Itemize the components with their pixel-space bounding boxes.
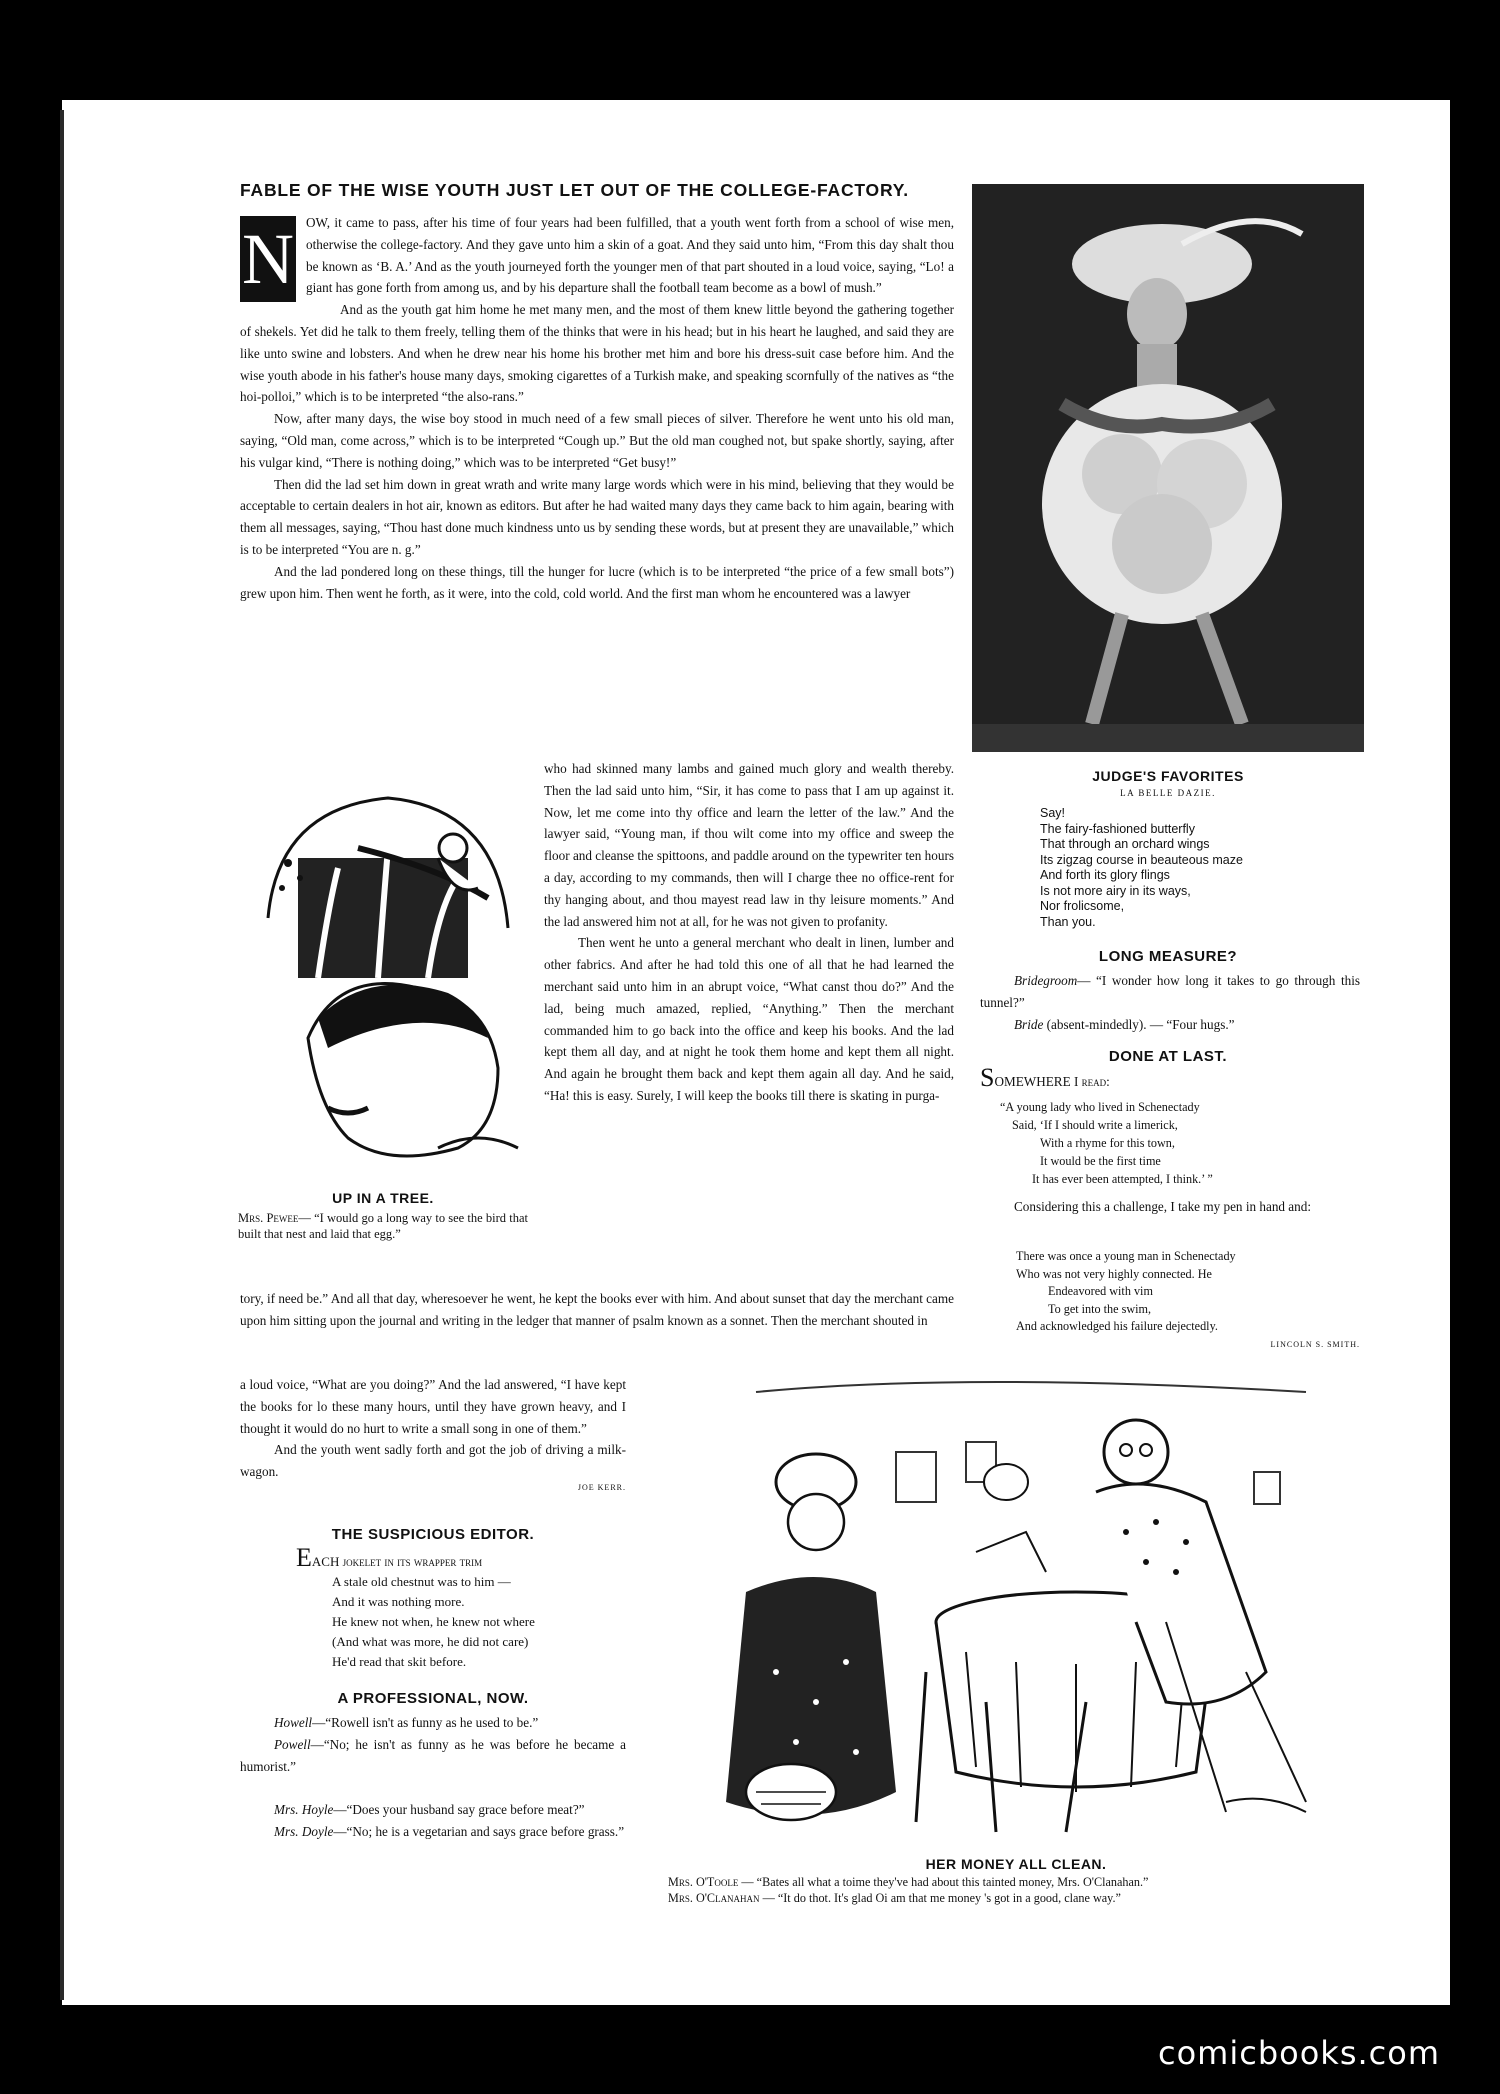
verse-line: It would be the first time <box>1040 1154 1161 1168</box>
done-at-last-verse-2 <box>1016 1248 1360 1336</box>
professional-line-c: Mrs. Hoyle—“Does your husband say grace before meat?” <box>274 1802 585 1818</box>
fable-paragraph-1: OW, it came to pass, after his time of four years had been fulfilled, that a youth went forth from a school of wise men, otherwise the college-factory. And they gave unto him a skin of a goat. And they said unto him, “From this day shalt thou be known as ‘B. A.’ And as the youth journeyed forth the younger men of that part shouted in a loud voice, saying, “Lo! a giant has gone forth from among us, and by his departure shall the football team become as a bowl of mush.” <box>306 215 954 296</box>
professional-line-d: Mrs. Doyle—“No; he is a vegetarian and says grace before grass.” <box>274 1824 625 1840</box>
fable-paragraph-8: And the youth went sadly forth and got the job of driving a milk-wagon. <box>240 1442 626 1480</box>
fable-paragraph-merchant: Then went he unto a general merchant who dealt in linen, lumber and other fabrics. And after he had told this one of all that he had learned the merchant said unto him in an abrupt voice, “What canst thou do?” And the lad, being much amazed, replied, “Anything.” Then the merchant commanded him to go back into the office and keep his books. And the lad kept them all day, and at night he took them home and kept them all night. And again he brought them back and kept them again all day. And he said, “Ha! this is easy. Surely, I will keep the books till there is skating in purga- <box>544 935 954 1103</box>
dancer-portrait <box>972 184 1364 752</box>
professional-line-a: Howell—“Rowell isn't as funny as he used to be.” <box>274 1715 539 1730</box>
up-in-a-tree-title: UP IN A TREE. <box>332 1190 434 1206</box>
fable-paragraph-2: And as the youth gat him home he met many men, and the most of them knew little beyond the gathering together of shekels. Yet did he talk to them freely, telling them of the thinks that were in his head; but in his heart he laughed, and said they are like unto swine and lobsters. And when he drew near his home his brother met him and bore his dress-suit case before him. And the wise youth abode in his father's house many days, smoking cigarettes of a Turkish make, and speaking scornfully of the natives as “the hoi-polloi,” which is to be interpreted “the also-rans.” <box>240 302 954 405</box>
up-in-a-tree-speaker: Mrs. Pewee <box>238 1211 299 1225</box>
done-at-last-signature: LINCOLN S. SMITH. <box>1270 1340 1360 1349</box>
verse-line: And forth its glory flings <box>1040 868 1170 882</box>
verse-line: It has ever been attempted, I think.’ ” <box>1032 1172 1213 1186</box>
verse-line: Said, ‘If I should write a limerick, <box>1012 1118 1178 1132</box>
professional-speaker-d: Mrs. Doyle <box>274 1824 334 1840</box>
suspicious-line: And it was nothing more. <box>332 1594 465 1609</box>
verse-line: With a rhyme for this town, <box>1040 1136 1175 1150</box>
fable-paragraph-5: And the lad pondered long on these things, till the hunger for lucre (which is to be interpreted “the price of a few small bots”) grew upon him. Then went he forth, as it were, into the cold, cold world. And the first man whom he encountered was a lawyer <box>240 563 954 601</box>
professional-dialogue <box>240 1712 626 1843</box>
verse-line: To get into the swim, <box>1048 1301 1152 1316</box>
fable-continued <box>240 1288 954 1332</box>
verse-line: Is not more airy in its ways, <box>1040 883 1191 898</box>
verse-line: Nor frolicsome, <box>1040 899 1125 913</box>
suspicious-drop-cap: E <box>296 1543 312 1572</box>
washerwomen-drawing <box>666 1372 1366 1852</box>
up-in-a-tree-text: — “I would go a long way to see the bird that built that nest and laid that egg.” <box>238 1211 528 1241</box>
fable-paragraph-lawyer: who had skinned many lambs and gained much glory and wealth thereby. Then the lad said unto him, “Sir, it has come to pass that I am up against it. Now, let me come into thy office and learn the letter of the law.” And the lawyer said, “Young man, if thou wilt come into my office and sweep the floor and cleanse the spittoons, and paddle around on the typewriter ten hours a day, according to my commands, then will I charge thee no office-rent for thy hanging about, and thou mayest read law in thy leisure moments.” And the lad answered him not at all, for he was not given to profanity. <box>544 761 954 929</box>
professional-line-b: Powell—“No; he isn't as funny as he was before he became a humorist.” <box>240 1736 626 1774</box>
professional-speaker-a: Howell <box>274 1715 313 1730</box>
long-measure-line-1: Bridegroom— “I wonder how long it takes to go through this tunnel?” <box>980 973 1360 1010</box>
verse-line: Endeavored with vim <box>1048 1284 1153 1298</box>
done-at-last-intro: SOMEWHERE I read: <box>980 1063 1110 1092</box>
done-at-last-drop-cap: S <box>980 1063 995 1092</box>
done-at-last-verse-1 <box>1000 1098 1360 1188</box>
up-in-a-tree-caption <box>238 1210 528 1242</box>
suspicious-line-1: ACH jokelet in its wrapper trim <box>311 1554 483 1569</box>
verse-line: Its zigzag course in beauteous maze <box>1040 852 1243 867</box>
verse-line: Who was not very highly connected. He <box>1016 1266 1212 1281</box>
fable-paragraph-7: a loud voice, “What are you doing?” And the lad answered, “I have kept the books for lo these many hours, until they have grown heavy, and I thought it would do no hurt to write a small song in one of them.” <box>240 1377 626 1436</box>
verse-line: There was once a young man in Schenectady <box>1016 1249 1236 1263</box>
fable-signature: JOE KERR. <box>577 1482 626 1492</box>
suspicious-line: He knew not when, he knew not where <box>332 1614 535 1629</box>
la-belle-dazie-photograph <box>972 184 1364 752</box>
done-at-last-middle: Considering this a challenge, I take my pen in hand and: <box>1014 1199 1312 1214</box>
money-speaker-2: Mrs. O'Clanahan <box>668 1891 760 1905</box>
suspicious-line: A stale old chestnut was to him — <box>332 1574 511 1589</box>
judges-favorites-verse <box>1040 806 1340 930</box>
suspicious-line: He'd read that skit before. <box>332 1654 467 1669</box>
her-money-all-clean-caption: Mrs. O'Toole — “Bates all what a toime they've had about this tainted money, Mrs. O'Clanahan.” Mrs. O'Clanahan — “It do thot. It's glad Oi am that me money 's got in a good, clane way.” <box>668 1875 1149 1905</box>
done-at-last-title: DONE AT LAST. <box>1108 1048 1228 1065</box>
fable-intro <box>240 212 954 604</box>
fable-paragraph-6: tory, if need be.” And all that day, wheresoever he went, he kept the books ever with him. And about sunset that day the merchant came upon him sitting upon the journal and writing in the ledger that manner of psalm known as a sonnet. Then the merchant shouted in <box>240 1291 954 1328</box>
suspicious-line: (And what was more, he did not care) <box>332 1634 529 1649</box>
verse-line: That through an orchard wings <box>1040 837 1210 851</box>
suspicious-editor-verse <box>296 1543 626 1672</box>
judges-favorites-subtitle: LA BELLE DAZIE. <box>1120 788 1216 798</box>
verse-line: Say! <box>1040 806 1066 820</box>
fable-paragraph-3: Now, after many days, the wise boy stood in much need of a few small pieces of silver. Therefore he went unto his old man, saying, “Old man, come across,” which is to be interpreted “Cough up.” But the old man coughed not, but spake shortly, saying, after his vulgar kind, “There is nothing doing,” which was to be interpreted “Get busy!” <box>240 411 954 470</box>
long-measure-dialogue <box>980 970 1360 1035</box>
professional-speaker-c: Mrs. Hoyle <box>274 1802 334 1818</box>
verse-line: “A young lady who lived in Schenectady <box>1000 1100 1200 1114</box>
professional-title: A PROFESSIONAL, NOW. <box>337 1690 529 1707</box>
fable-column-2 <box>544 758 954 1107</box>
page-binding-edge <box>60 110 64 2000</box>
money-speaker-1: Mrs. O'Toole <box>668 1875 739 1889</box>
long-measure-line-2: Bride (absent-mindedly). — “Four hugs.” <box>1014 1016 1235 1032</box>
fable-drop-cap: N <box>240 216 296 302</box>
suspicious-editor-title: THE SUSPICIOUS EDITOR. <box>331 1526 535 1543</box>
site-watermark: comicbooks.com <box>1157 2034 1440 2072</box>
her-money-all-clean-cartoon <box>666 1372 1366 1852</box>
her-money-all-clean-title: HER MONEY ALL CLEAN. <box>925 1856 1107 1872</box>
up-in-a-tree-illustration <box>238 788 528 1180</box>
verse-line: The fairy-fashioned butterfly <box>1040 821 1195 836</box>
verse-line: Than you. <box>1040 914 1096 929</box>
fable-paragraph-4: Then did the lad set him down in great wrath and write many large words which were in his mind, believing that they would be acceptable to certain dealers in hot air, known as editors. But after he had waited many days they came back to him again, bearing with them all messages, saying, “Thou hast done much kindness unto us by sending these words, but at present they are unavailable,” which is to be interpreted “You are n. g.” <box>240 476 954 557</box>
professional-speaker-b: Powell <box>274 1736 311 1752</box>
long-measure-title: LONG MEASURE? <box>1098 948 1238 965</box>
judges-favorites-title: JUDGE'S FAVORITES <box>1092 768 1244 784</box>
fable-title: FABLE OF THE WISE YOUTH JUST LET OUT OF THE COLLEGE-FACTORY. <box>240 180 909 200</box>
fable-ending <box>240 1374 626 1492</box>
tree-and-man-drawing <box>238 788 528 1180</box>
verse-line: And acknowledged his failure dejectedly. <box>1016 1319 1218 1333</box>
